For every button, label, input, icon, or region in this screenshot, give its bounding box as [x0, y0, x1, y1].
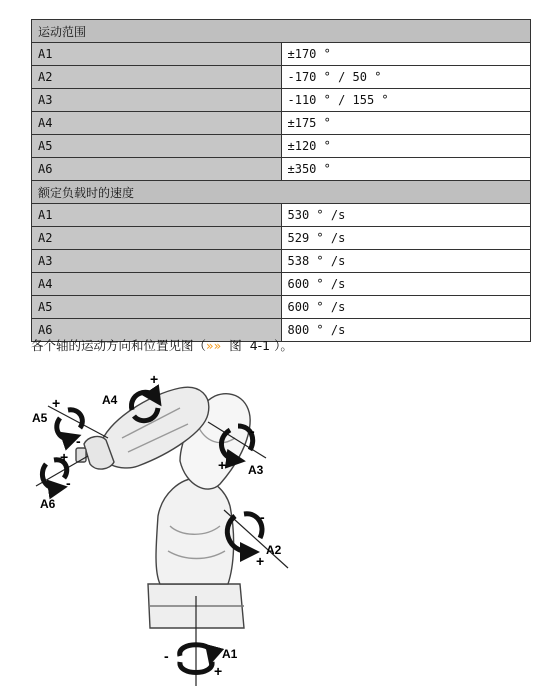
table-row	[32, 66, 531, 89]
caption-figure-ref: 图 4-1 ）。	[221, 338, 293, 353]
axis-cell: A1	[32, 204, 282, 227]
axis-cell: A1	[32, 43, 282, 66]
section-header-motion-range: 运动范围	[32, 20, 531, 43]
axis-cell: A6	[32, 158, 282, 181]
axis-cell: A5	[32, 296, 282, 319]
section-header-row	[32, 181, 531, 204]
table-row	[32, 158, 531, 181]
table-row	[32, 273, 531, 296]
minus-sign: -	[260, 509, 265, 525]
robot-axes-illustration	[30, 366, 320, 688]
value-cell: ±350 °	[281, 158, 531, 181]
value-cell: 600 ° /s	[281, 273, 531, 296]
value-cell: 530 ° /s	[281, 204, 531, 227]
value-cell: -170 ° / 50 °	[281, 66, 531, 89]
plus-sign: +	[214, 663, 223, 679]
axis-spec-table	[31, 19, 531, 342]
robot-arm-drawing	[76, 387, 250, 628]
value-cell: 800 ° /s	[281, 319, 531, 342]
axis-cell: A2	[32, 227, 282, 250]
figure-reference-caption	[31, 336, 293, 354]
plus-sign: +	[52, 395, 61, 411]
plus-sign: +	[150, 371, 159, 387]
value-cell: 538 ° /s	[281, 250, 531, 273]
plus-sign: +	[256, 553, 265, 569]
table-row	[32, 204, 531, 227]
plus-sign: +	[218, 457, 227, 473]
value-cell: -110 ° / 155 °	[281, 89, 531, 112]
axis-label-a3: A3	[248, 463, 264, 477]
table-row	[32, 296, 531, 319]
plus-sign: +	[60, 449, 69, 465]
table-row	[32, 89, 531, 112]
table-row	[32, 250, 531, 273]
caption-text: 各个轴的运动方向和位置见图（	[31, 338, 207, 353]
value-cell: 600 ° /s	[281, 296, 531, 319]
value-cell: ±120 °	[281, 135, 531, 158]
table-row	[32, 227, 531, 250]
table-row	[32, 112, 531, 135]
value-cell: 529 ° /s	[281, 227, 531, 250]
table-row	[32, 135, 531, 158]
axis-label-a4: A4	[102, 393, 118, 407]
value-cell: ±170 °	[281, 43, 531, 66]
axis-cell: A6	[32, 319, 282, 342]
axis-label-a1: A1	[222, 647, 238, 661]
axis-label-a6: A6	[40, 497, 56, 511]
axis-cell: A2	[32, 66, 282, 89]
robot-turret	[156, 478, 234, 584]
minus-sign: -	[66, 475, 71, 491]
axis-cell: A5	[32, 135, 282, 158]
minus-sign: -	[250, 423, 255, 439]
section-header-rated-speed: 额定负载时的速度	[32, 181, 531, 204]
cross-reference-link-icon[interactable]: »»	[206, 338, 222, 353]
axis-cell: A4	[32, 273, 282, 296]
section-header-row	[32, 20, 531, 43]
table-row	[32, 43, 531, 66]
minus-sign: -	[76, 433, 81, 449]
axis-cell: A3	[32, 250, 282, 273]
minus-sign: -	[164, 648, 169, 664]
axis-cell: A4	[32, 112, 282, 135]
axis-cell: A3	[32, 89, 282, 112]
axis-label-a5: A5	[32, 411, 48, 425]
value-cell: ±175 °	[281, 112, 531, 135]
axis-label-a2: A2	[266, 543, 282, 557]
